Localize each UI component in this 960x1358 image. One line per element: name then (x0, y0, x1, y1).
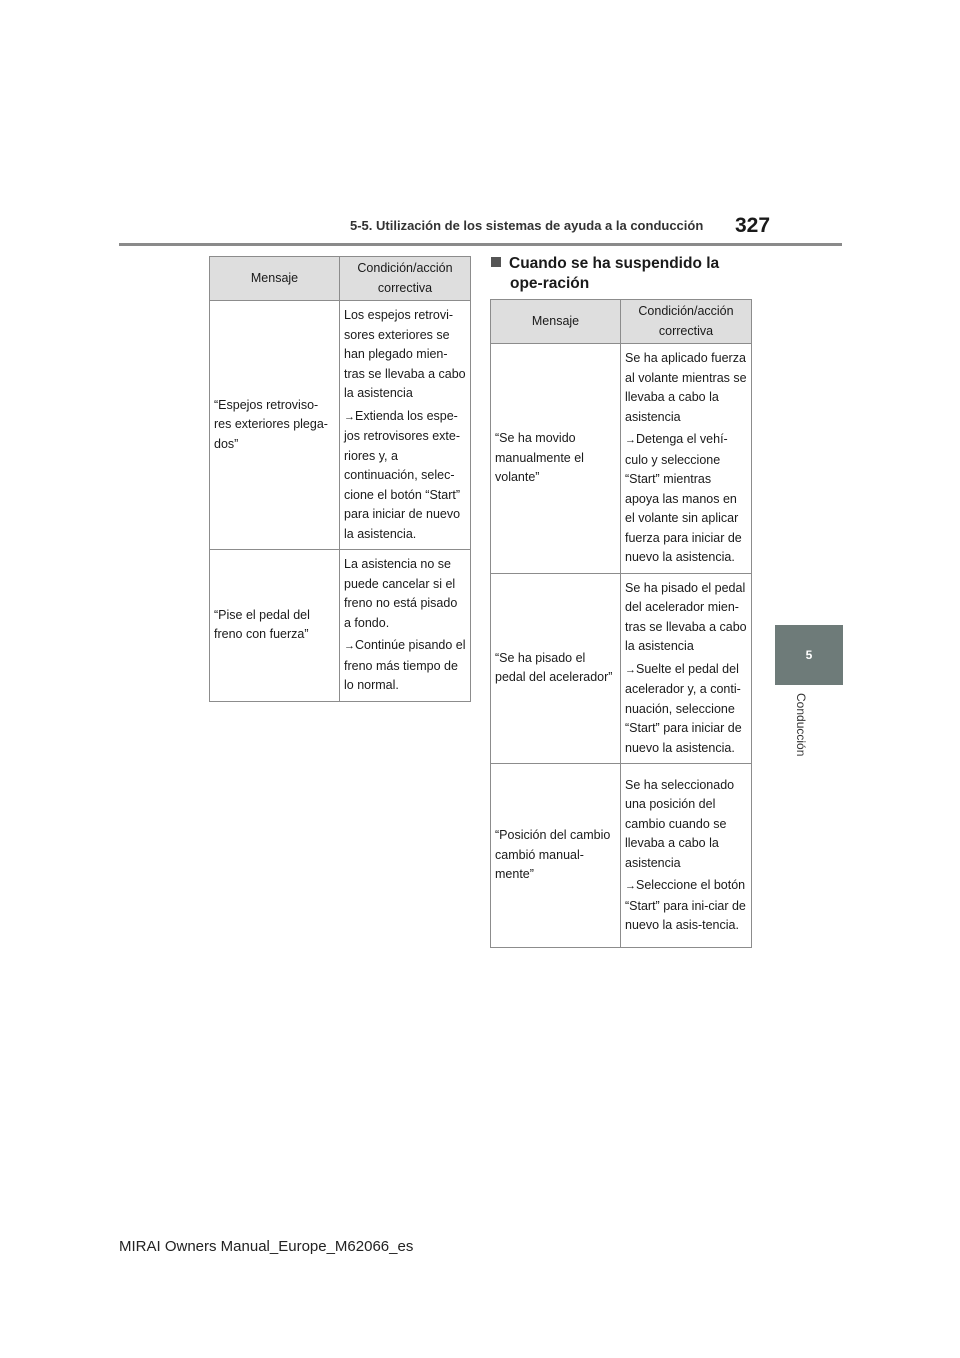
message-cell: “Posición del cambio cambió manual-mente” (491, 764, 621, 948)
header-rule (119, 243, 842, 246)
page-number: 327 (735, 214, 771, 237)
table-header-row (491, 300, 752, 344)
condition-cell (621, 573, 752, 764)
condition-text: Se ha aplicado fuerza al volante mientras se llevaba a cabo la asistencia (625, 351, 747, 424)
action-text: →Suelte el pedal del acelerador y, a conti-nuación, seleccione “Start” para iniciar de nuevo la asistencia. (625, 661, 742, 755)
left-message-table (209, 256, 471, 702)
section-heading: Cuando se ha suspendido la ope-ración (491, 254, 751, 294)
table-row (210, 301, 471, 550)
table-row (491, 344, 752, 574)
chapter-tab (775, 625, 843, 685)
message-cell: “Espejos retroviso-res exteriores plega-dos” (210, 301, 340, 550)
action-text: →Detenga el vehí-culo y seleccione “Start” mientras apoya las manos en el volante sin aplicar fuerza para iniciar de nuevo la asistencia. (625, 432, 742, 564)
condition-text: Los espejos retrovi-sores exteriores se han plegado mien-tras se llevaba a cabo la asistencia (344, 308, 466, 400)
condition-cell (621, 764, 752, 948)
condition-cell (340, 550, 471, 702)
bullet-square-icon (491, 257, 501, 267)
action-text: →Extienda los espe-jos retrovisores exte-riores y, a continuación, selec-cione el botón “Start” para iniciar de nuevo la asistencia. (344, 408, 461, 541)
header-message: Mensaje (491, 300, 621, 344)
arrow-icon: → (344, 640, 355, 652)
chapter-label: Conducción (794, 693, 808, 757)
header-condition: Condición/acción correctiva (340, 257, 471, 301)
arrow-icon: → (625, 663, 636, 676)
condition-text: Se ha pisado el pedal del acelerador mien-tras se llevaba a cabo la asistencia (625, 580, 747, 653)
table-header-row (210, 257, 471, 301)
chapter-number: 5 (805, 648, 813, 662)
action-text: →Seleccione el botón “Start” para ini-ciar de nuevo la asis-tencia. (625, 878, 746, 932)
condition-cell (340, 301, 471, 550)
arrow-icon: → (625, 880, 636, 892)
table-row (491, 573, 752, 764)
action-text: →Continúe pisando el freno más tiempo de lo normal. (344, 638, 466, 692)
header-message: Mensaje (210, 257, 340, 301)
header-condition: Condición/acción correctiva (621, 300, 752, 344)
table-row (491, 764, 752, 948)
condition-text: Se ha seleccionado una posición del cambio cuando se llevaba a cabo la asistencia (625, 777, 735, 870)
arrow-icon: → (344, 410, 355, 423)
header-section-title: 5-5. Utilización de los sistemas de ayuda a la conducción (350, 218, 704, 233)
table-row (210, 550, 471, 702)
footer-manual-id: MIRAI Owners Manual_Europe_M62066_es (119, 1238, 414, 1255)
condition-cell (621, 344, 752, 574)
right-message-table (490, 299, 752, 948)
message-cell: “Se ha movido manualmente el volante” (491, 344, 621, 574)
message-cell: “Pise el pedal del freno con fuerza” (210, 550, 340, 702)
arrow-icon: → (625, 434, 636, 446)
message-cell: “Se ha pisado el pedal del acelerador” (491, 573, 621, 764)
condition-text: La asistencia no se puede cancelar si el freno no está pisado a fondo. (344, 557, 458, 630)
